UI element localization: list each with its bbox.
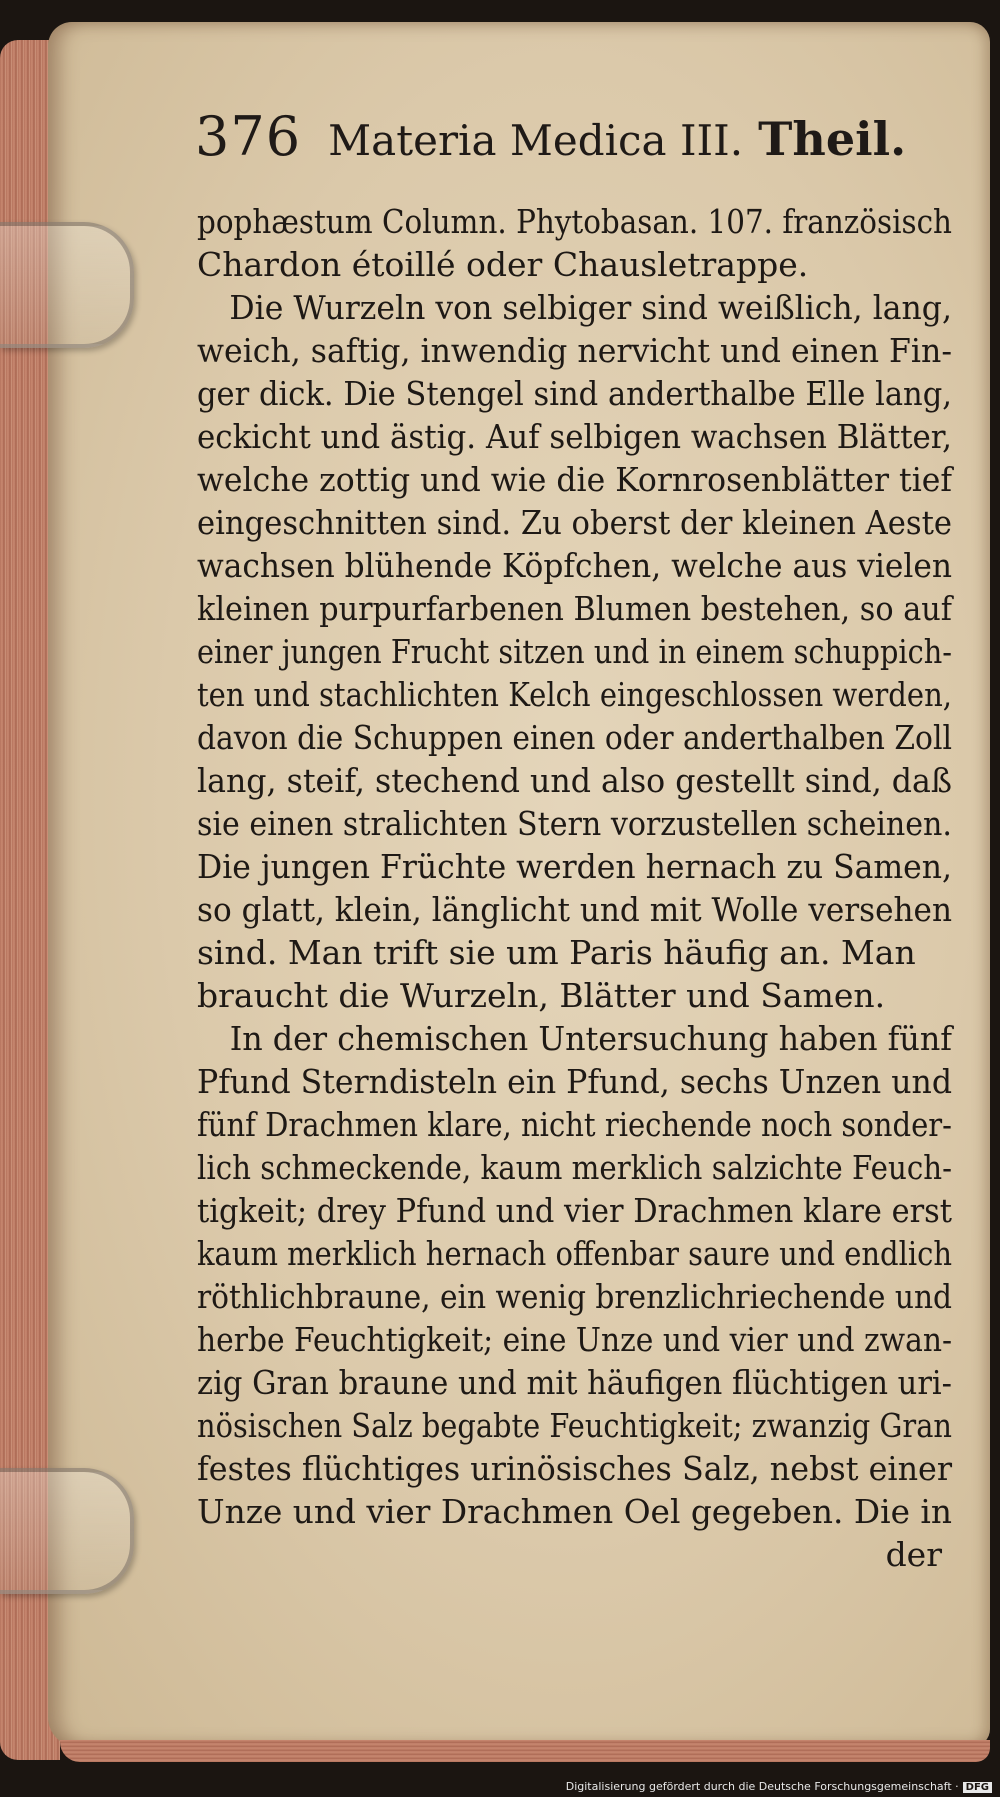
running-header [195, 105, 915, 168]
body-text [197, 200, 952, 1576]
text-line: lang, steif, stechend und also gestellt sind, daß [197, 761, 952, 800]
text-line: braucht die Wurzeln, Blätter und Samen. [197, 976, 886, 1015]
running-title: Materia Medica III. [328, 116, 744, 165]
digitization-note: Digitalisierung gefördert durch die Deutsche Forschungsgemeinschaft · [565, 1780, 959, 1793]
text-line: Die Wurzeln von selbiger sind weißlich, lang, [229, 288, 952, 327]
running-title-part: Theil. [758, 112, 907, 166]
text-line: wachsen blühende Köpfchen, welche aus vielen [197, 546, 953, 585]
text-line: sie einen stralichten Stern vorzustellen scheinen. [197, 804, 952, 843]
text-line: weich, saftig, inwendig nervicht und einen Fin- [197, 331, 953, 370]
text-line: pophæstum Column. Phytobasan. 107. französisch [197, 202, 952, 241]
text-line: lich schmeckende, kaum merklich salzichte Feuch- [197, 1148, 952, 1187]
dfg-logo: DFG [963, 1782, 992, 1793]
text-line: röthlichbraune, ein wenig brenzlichriechende und [197, 1277, 953, 1316]
page-number: 376 [195, 105, 302, 168]
text-line: fünf Drachmen klare, nicht riechende noch sonder- [197, 1105, 952, 1144]
text-line: Chardon étoillé oder Chausletrappe. [197, 245, 809, 284]
text-line: welche zottig und wie die Kornrosenblätter tief [197, 460, 953, 499]
text-line: so glatt, klein, länglicht und mit Wolle versehen [197, 890, 953, 929]
text-line: zig Gran braune und mit häufigen flüchtigen uri- [197, 1363, 952, 1402]
book-clamp-bottom [0, 1468, 134, 1594]
catchword: der [885, 1535, 942, 1574]
text-line: Pfund Sterndisteln ein Pfund, sechs Unzen und [197, 1062, 953, 1101]
text-line: eckicht und ästig. Auf selbigen wachsen Blätter, [197, 417, 953, 456]
text-line: ger dick. Die Stengel sind anderthalbe Elle lang, [197, 374, 953, 413]
text-line: einer jungen Frucht sitzen und in einem schuppich- [197, 632, 952, 671]
text-line: nösischen Salz begabte Feuchtigkeit; zwanzig Gran [197, 1406, 952, 1445]
text-line: kaum merklich hernach offenbar saure und endlich [197, 1234, 953, 1273]
text-line: tigkeit; drey Pfund und vier Drachmen klare erst [197, 1191, 952, 1230]
text-line: davon die Schuppen einen oder anderthalben Zoll [197, 718, 952, 757]
text-line: Unze und vier Drachmen Oel gegeben. Die in [197, 1492, 952, 1531]
text-line: eingeschnitten sind. Zu oberst der kleinen Aeste [197, 503, 953, 542]
page-stack-bottom-edge [60, 1740, 990, 1762]
text-line: Die jungen Früchte werden hernach zu Samen, [197, 847, 953, 886]
book-clamp-top [0, 222, 134, 348]
text-line: festes flüchtiges urinösisches Salz, nebst einer [197, 1449, 953, 1488]
text-line: herbe Feuchtigkeit; eine Unze und vier und zwan- [197, 1320, 953, 1359]
text-line: kleinen purpurfarbenen Blumen bestehen, so auf [197, 589, 952, 628]
text-line: ten und stachlichten Kelch eingeschlossen werden, [197, 675, 953, 714]
text-line: sind. Man trift sie um Paris häufig an. Man [197, 933, 916, 972]
text-line: In der chemischen Untersuchung haben fünf [229, 1019, 953, 1058]
digitization-credit [566, 1780, 992, 1793]
